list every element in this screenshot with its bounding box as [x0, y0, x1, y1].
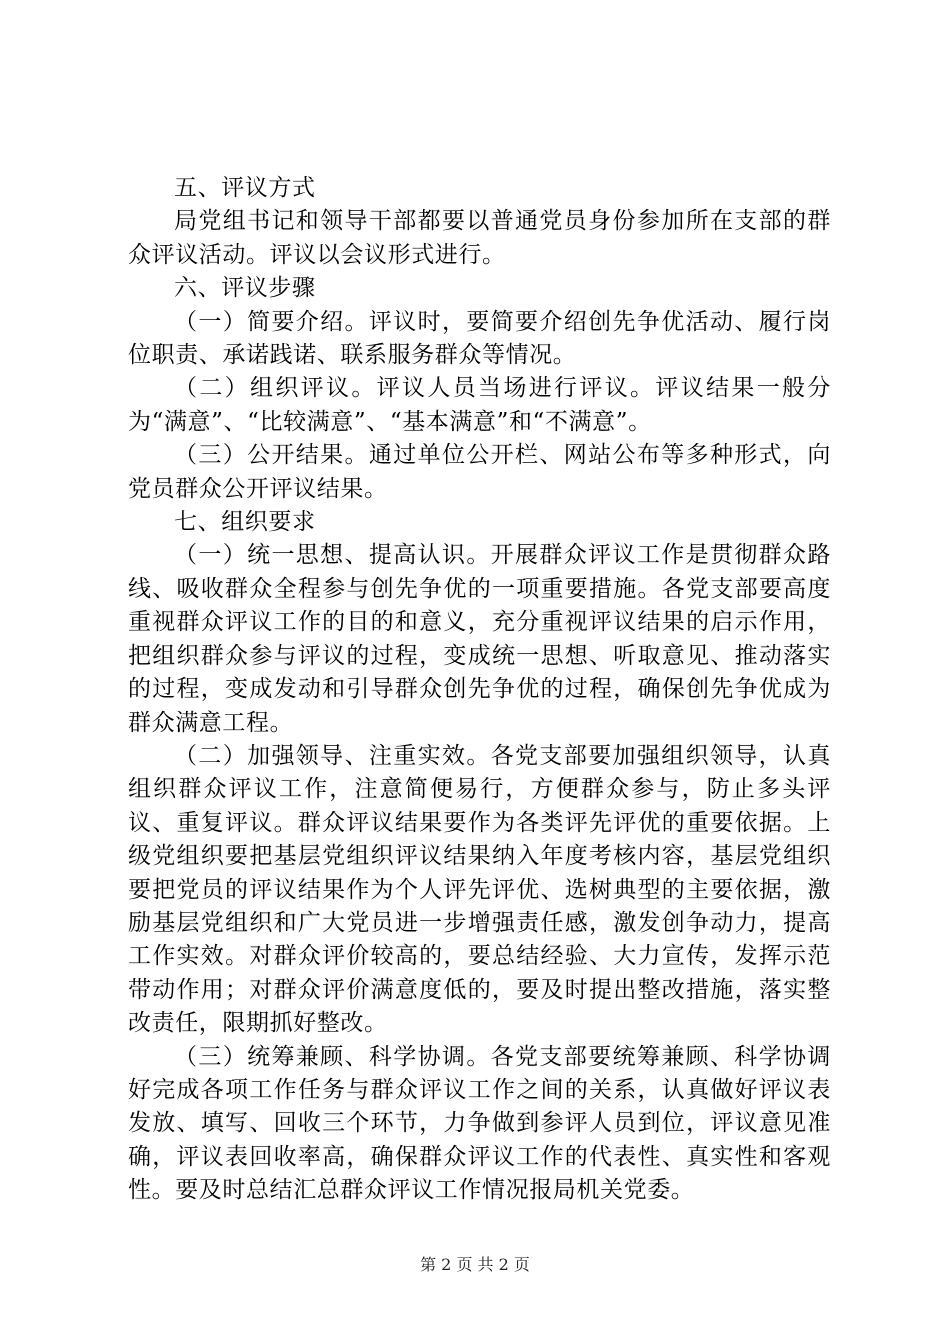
- paragraph: （三）公开结果。通过单位公开栏、网站公布等多种形式，向党员群众公开评议结果。: [128, 442, 831, 502]
- section-heading: 五、评议方式: [174, 175, 316, 201]
- page-number-footer: 第 2 页 共 2 页: [420, 1255, 530, 1274]
- paragraph: （二）加强领导、注重实效。各党支部要加强组织领导，认真组织群众评议工作，注意简便易行，方便群众参与，防止多头评议、重复评议。群众评议结果要作为各类评先评优的重要依据。上级党组织要把基层党组织评议结果纳入年度考核内容，基层党组织要把党员的评议结果作为个人评先评优、选树典型的主要依据，激励基层党组织和广大党员进一步增强责任感，激发创争动力，提高工作实效。对群众评价较高的，要总结经验、大力宣传，发挥示范带动作用；对群众评价满意度低的，要及时提出整改措施，落实整改责任，限期抓好整改。: [128, 742, 831, 1037]
- paragraph: （一）简要介绍。评议时，要简要介绍创先争优活动、履行岗位职责、承诺践诺、联系服务群众等情况。: [128, 308, 831, 369]
- section-heading: 六、评议步骤: [174, 275, 316, 302]
- paragraph: 局党组书记和领导干部都要以普通党员身份参加所在支部的群众评议活动。评议以会议形式进行。: [128, 208, 831, 268]
- paragraph: （三）统筹兼顾、科学协调。各党支部要统筹兼顾、科学协调好完成各项工作任务与群众评议工作之间的关系，认真做好评议表发放、填写、回收三个环节，力争做到参评人员到位，评议意见准确，评议表回收率高，确保群众评议工作的代表性、真实性和客观性。要及时总结汇总群众评议工作情况报局机关党委。: [128, 1043, 831, 1204]
- paragraph: （一）统一思想、提高认识。开展群众评议工作是贯彻群众路线、吸收群众全程参与创先争优的一项重要措施。各党支部要高度重视群众评议工作的目的和意义，充分重视评议结果的启示作用，把组织群众参与评议的过程，变成统一思想、听取意见、推动落实的过程，变成发动和引导群众创先争优的过程，确保创先争优成为群众满意工程。: [128, 542, 831, 736]
- paragraph: （二）组织评议。评议人员当场进行评议。评议结果一般分为“满意”、“比较满意”、“基本满意”和“不满意”。: [128, 375, 831, 435]
- document-body: [128, 172, 831, 1208]
- section-heading: 七、组织要求: [174, 509, 316, 536]
